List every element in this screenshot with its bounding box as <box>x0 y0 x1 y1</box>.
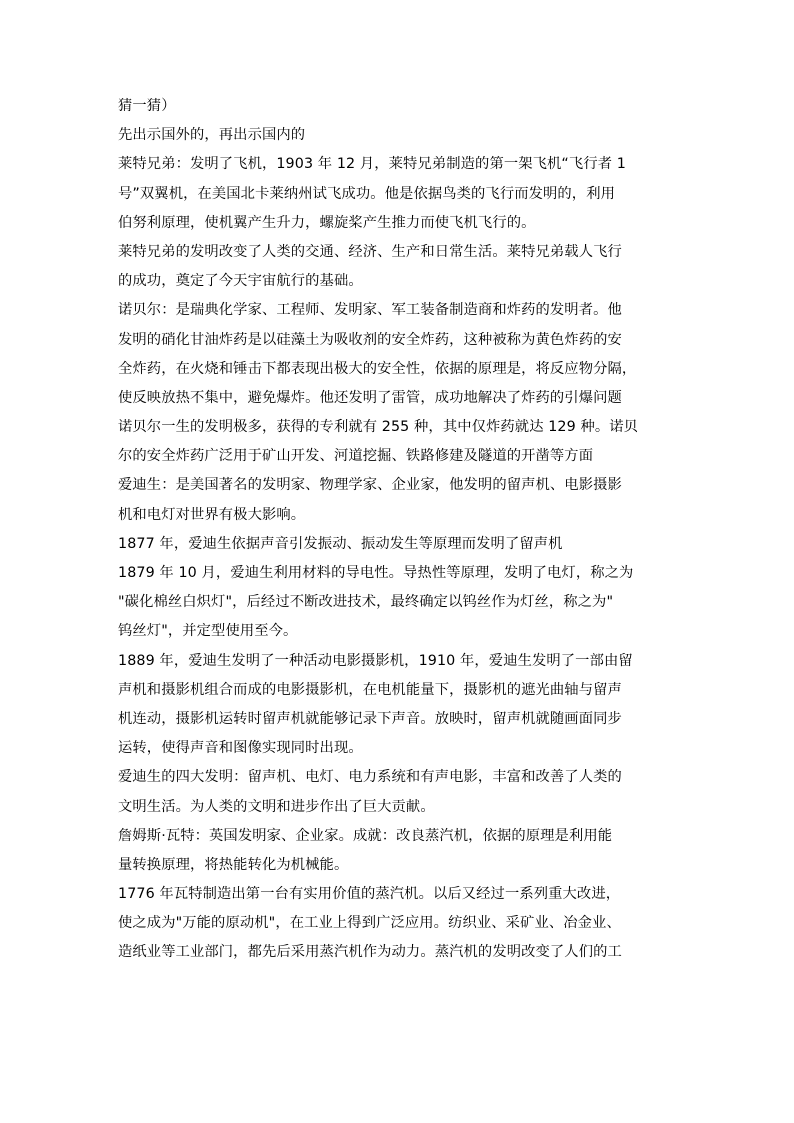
text-line: 1877 年，爱迪生依据声音引发振动、振动发生等原理而发明了留声机 <box>118 535 563 552</box>
text-line: 诺贝尔一生的发明极多，获得的专利就有 255 种，其中仅炸药就达 129 种。诺贝 <box>118 419 639 436</box>
text-line: 詹姆斯·瓦特：英国发明家、企业家。成就：改良蒸汽机，依据的原理是利用能 <box>118 827 613 844</box>
text-line: 量转换原理，将热能转化为机械能。 <box>118 856 349 873</box>
text-line: 1889 年，爱迪生发明了一种活动电影摄影机，1910 年，爱迪生发明了一部由留 <box>118 652 633 669</box>
text-line: 使之成为"万能的原动机"，在工业上得到广泛应用。纺织业、采矿业、冶金业、 <box>118 915 621 932</box>
text-line: 机连动，摄影机运转时留声机就能够记录下声音。放映时，留声机就随画面同步 <box>118 710 622 727</box>
text-line: 运转，使得声音和图像实现同时出现。 <box>118 740 363 757</box>
text-line: 先出示国外的，再出示国内的 <box>118 127 306 144</box>
document-page <box>118 92 678 968</box>
text-line: "碳化棉丝白炽灯"，后经过不断改进技术，最终确定以钨丝作为灯丝，称之为" <box>118 594 614 611</box>
text-line: 伯努利原理，使机翼产生升力，螺旋桨产生推力而使飞机飞行的。 <box>118 214 536 231</box>
text-line: 全炸药，在火烧和锤击下都表现出极大的安全性，依据的原理是，将反应物分隔， <box>118 360 637 377</box>
text-line: 号”双翼机，在美国北卡莱纳州试飞成功。他是依据鸟类的飞行而发明的，利用 <box>118 185 615 202</box>
text-line: 爱迪生的四大发明：留声机、电灯、电力系统和有声电影，丰富和改善了人类的 <box>118 769 622 786</box>
text-line: 猜一猜） <box>118 98 176 114</box>
text-line: 爱迪生：是美国著名的发明家、物理学家、企业家，他发明的留声机、电影摄影 <box>118 477 622 494</box>
text-line: 使反映放热不集中，避免爆炸。他还发明了雷管，成功地解决了炸药的引爆问题 <box>118 389 622 406</box>
text-line: 莱特兄弟的发明改变了人类的交通、经济、生产和日常生活。莱特兄弟载人飞行 <box>118 243 622 260</box>
text-line: 发明的硝化甘油炸药是以硅藻土为吸收剂的安全炸药，这种被称为黄色炸药的安 <box>118 331 622 348</box>
text-line: 机和电灯对世界有极大影响。 <box>118 506 306 523</box>
text-line: 1879 年 10 月，爱迪生利用材料的导电性。导热性等原理，发明了电灯，称之为 <box>118 565 634 581</box>
text-line: 1776 年瓦特制造出第一台有实用价值的蒸汽机。以后又经过一系列重大改进， <box>118 886 621 903</box>
text-line: 声机和摄影机组合而成的电影摄影机，在电机能量下，摄影机的遮光曲轴与留声 <box>118 681 622 698</box>
text-line: 造纸业等工业部门，都先后采用蒸汽机作为动力。蒸汽机的发明改变了人们的工 <box>118 944 622 961</box>
text-line: 文明生活。为人类的文明和进步作出了巨大贡献。 <box>118 798 435 815</box>
text-line: 的成功，奠定了今天宇宙航行的基础。 <box>118 273 363 290</box>
text-line: 诺贝尔：是瑞典化学家、工程师、发明家、军工装备制造商和炸药的发明者。他 <box>118 302 622 319</box>
text-line: 钨丝灯"，并定型使用至今。 <box>118 623 298 640</box>
text-line: 尔的安全炸药广泛用于矿山开发、河道挖掘、铁路修建及隧道的开凿等方面 <box>118 448 594 465</box>
text-line: 莱特兄弟：发明了飞机，1903 年 12 月，莱特兄弟制造的第一架飞机“飞行者 1 <box>118 156 626 173</box>
